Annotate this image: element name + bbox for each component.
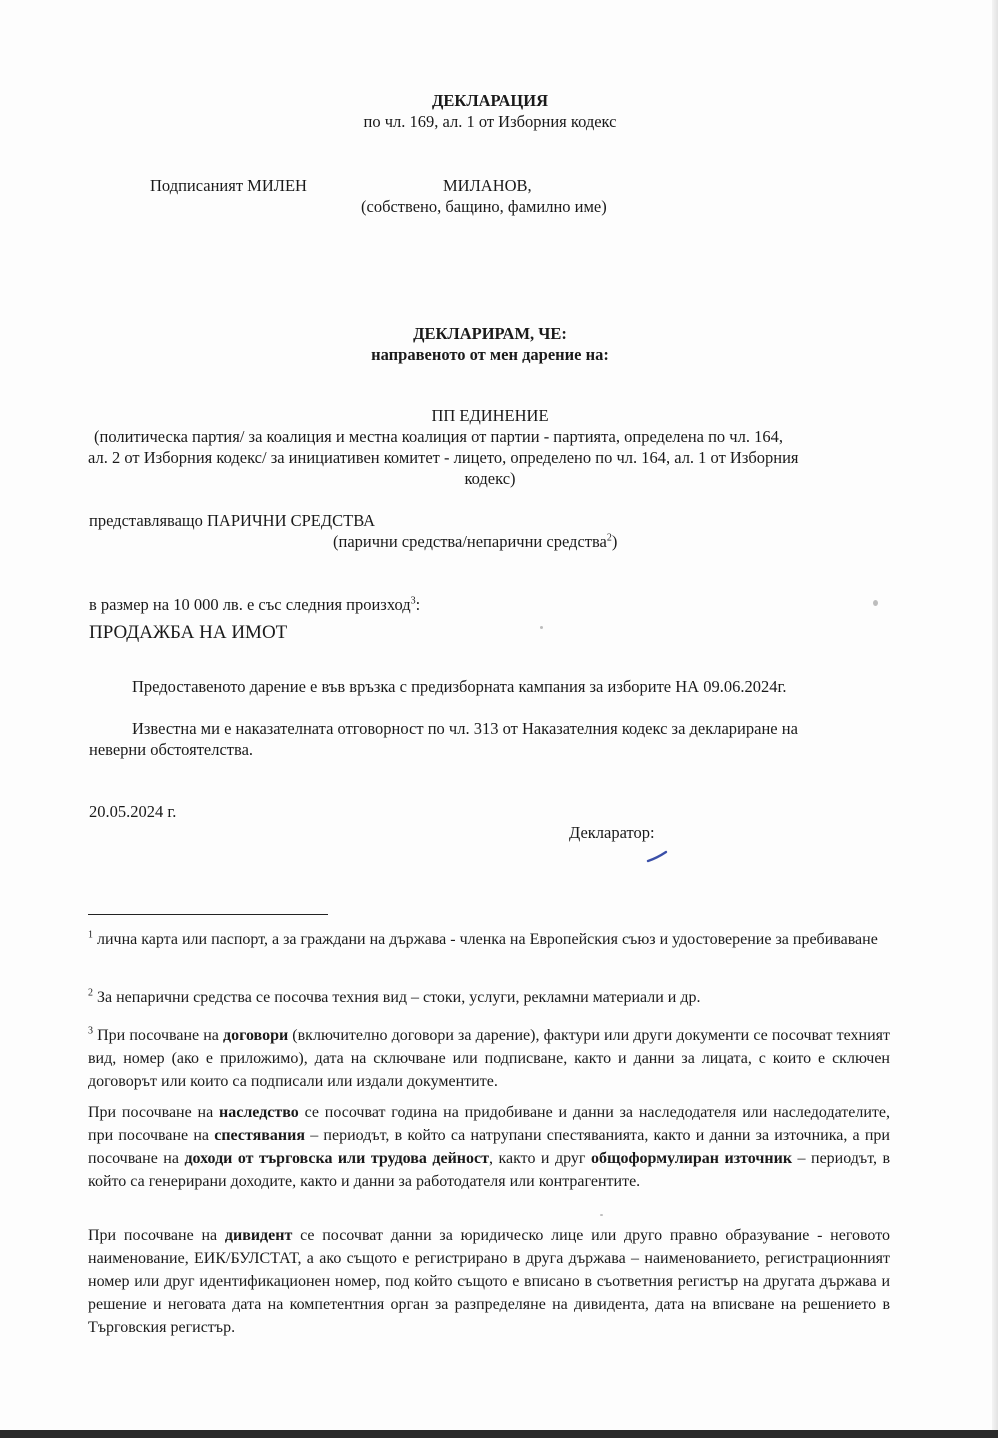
name-hint: (собствено, бащино, фамилно име) bbox=[361, 197, 607, 216]
declaration-date: 20.05.2024 г. bbox=[89, 802, 177, 821]
recipient-hint-line3: кодекс) bbox=[464, 469, 516, 488]
campaign-statement: Предоставеното дарение е във връзка с предизборната кампания за изборите НА 09.06.2024г. bbox=[132, 677, 787, 696]
signatory-first-names: Подписаният МИЛЕН bbox=[150, 176, 307, 195]
liability-line1: Известна ми е наказателната отговорност по чл. 313 от Наказателния кодекс за деклариране на bbox=[132, 719, 798, 738]
footnote-3: $^3$ При посочване на договори (включително договори за дарение), фактури или други документи се посочват техният вид, номер (ако е приложимо), дата на сключване или подписване, както и данни за лицата, с които е сключен договорът или които са подписали или издали документите. bbox=[88, 1025, 890, 1090]
footnote-2: $^2$ За непарични средства се посочва техния вид – стоки, услуги, рекламни материали и др. bbox=[88, 987, 701, 1006]
scan-border bbox=[0, 1430, 998, 1438]
footnote-3-inheritance: При посочване на наследство се посочват година на придобиване и данни за наследодателя или наследодателите, при посочване на спестявания – периодът, в който са натрупани спестяванията, както и данни за източника, а при посочване на доходи от търговска или трудова дейност, както и друг общоформулиран източник – периодът, в който са генерирани доходите, както и данни за работодателя или контрагентите. bbox=[88, 1104, 891, 1190]
declare-subheading: направеното от мен дарение на: bbox=[371, 345, 609, 364]
declare-heading: ДЕКЛАРИРАМ, ЧЕ: bbox=[413, 324, 567, 343]
footnote-3-dividend: При посочване на дивидент се посочват данни за юридическо лице или друго правно образувание - неговото наименование, ЕИК/БУЛСТАТ, а ако същото е регистрирано в друга държава – наименованието, регистрационният номер или друг идентификационен номер, под който същото е вписано в съответния регистър на другата държава и решение и неговата дата на компетентния орган за разпределяне на дивидента, дата на вписване на решението в Търговския регистър. bbox=[88, 1227, 891, 1336]
footnote-1: $^1$ лична карта или паспорт, а за граждани на държава - членка на Европейския съюз и удостоверение за пребиваване bbox=[88, 929, 878, 948]
signature-mark bbox=[646, 850, 668, 864]
signatory-surname: МИЛАНОВ, bbox=[443, 176, 532, 195]
scan-speck bbox=[600, 1214, 603, 1216]
origin-text: ПРОДАЖБА НА ИМОТ bbox=[89, 622, 288, 643]
scan-speck bbox=[873, 600, 878, 606]
footnote-separator bbox=[88, 914, 328, 915]
amount-line: в размер на 10 000 лв. е със следния произход$^3$: bbox=[89, 595, 421, 614]
recipient-hint-line1: (политическа партия/ за коалиция и местна коалиция от партии - партията, определена по чл. 164, bbox=[94, 427, 783, 446]
recipient-name: ПП ЕДИНЕНИЕ bbox=[431, 406, 549, 425]
scan-edge bbox=[992, 0, 998, 1430]
scan-speck bbox=[540, 626, 543, 629]
recipient-hint-line2: ал. 2 от Изборния кодекс/ за инициативен комитет - лицето, определено по чл. 164, ал. 1 от Изборния bbox=[88, 448, 799, 467]
document-title: ДЕКЛАРАЦИЯ bbox=[432, 91, 548, 110]
liability-line2: неверни обстоятелства. bbox=[89, 740, 254, 759]
declarant-label: Декларатор: bbox=[569, 823, 655, 842]
representing-line: представляващо ПАРИЧНИ СРЕДСТВА bbox=[89, 511, 376, 530]
funds-hint: (парични средства/непарични средства$^2$) bbox=[333, 532, 618, 551]
document-subtitle: по чл. 169, ал. 1 от Изборния кодекс bbox=[363, 112, 617, 131]
